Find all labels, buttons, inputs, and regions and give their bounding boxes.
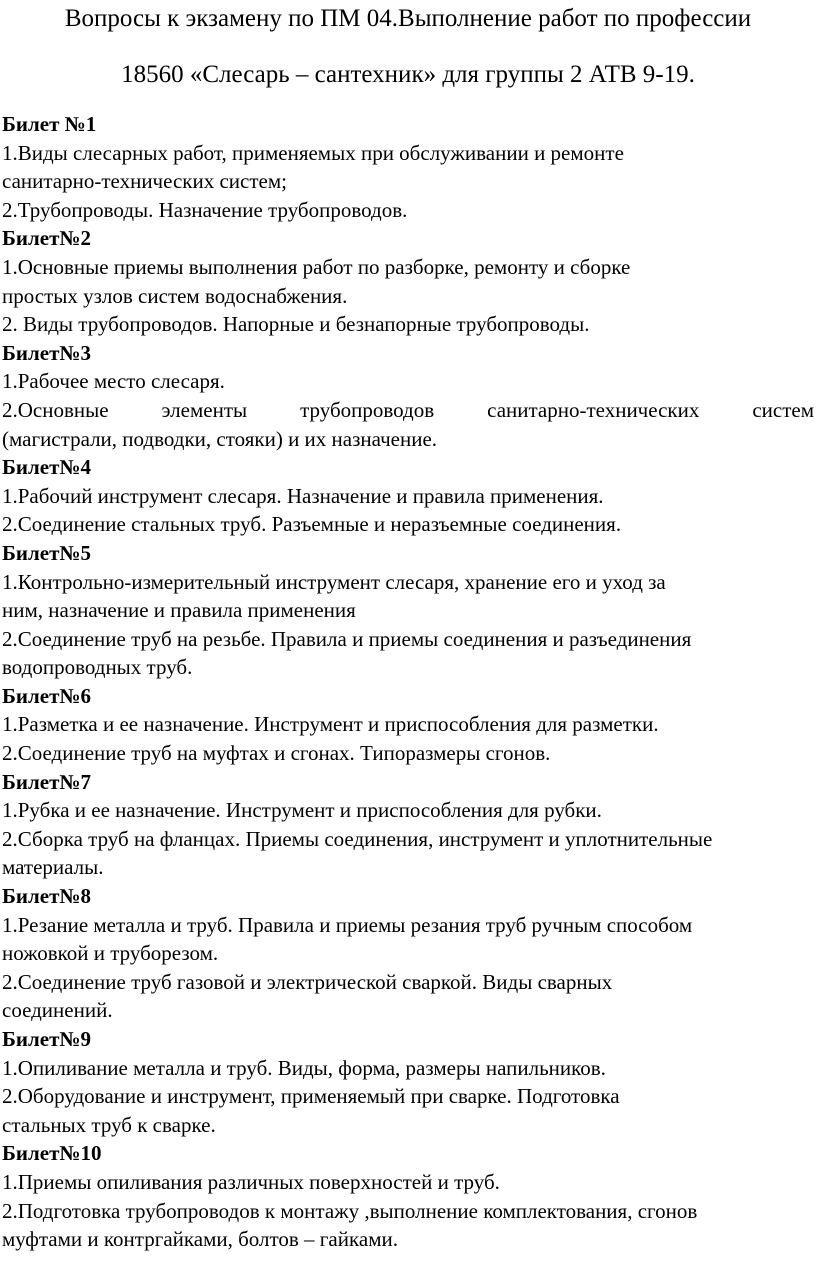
ticket-question-line: стальных труб к сварке. xyxy=(2,1112,216,1137)
ticket-question-line: 2.Оборудование и инструмент, применяемый при сварке. Подготовка xyxy=(2,1084,620,1109)
ticket-question-line: ним, назначение и правила применения xyxy=(2,598,356,623)
document-title-line-2: 18560 «Слесарь – сантехник» для группы 2 АТВ 9-19. xyxy=(121,61,695,88)
ticket-question-line: 2.Подготовка трубопроводов к монтажу ,выполнение комплектования, сгонов xyxy=(2,1198,698,1223)
ticket-question-line: 2.Соединение труб газовой и электрической сваркой. Виды сварных xyxy=(2,969,613,994)
ticket-question-line: 2. Виды трубопроводов. Напорные и безнапорные трубопроводы. xyxy=(2,312,590,337)
ticket-question-line: 2.Основные элементы трубопроводов санитарно-технических систем xyxy=(2,397,814,422)
ticket-block xyxy=(2,339,814,453)
ticket-question-line: простых узлов систем водоснабжения. xyxy=(2,283,348,308)
ticket-question-line: 1.Контрольно-измерительный инструмент слесаря, хранение его и уход за xyxy=(2,569,666,594)
ticket-question-line: водопроводных труб. xyxy=(2,655,193,680)
ticket-question-line: 1.Опиливание металла и труб. Виды, форма, размеры напильников. xyxy=(2,1055,606,1080)
ticket-question-line: 1.Резание металла и труб. Правила и приемы резания труб ручным способом xyxy=(2,912,693,937)
ticket-heading: Билет№8 xyxy=(2,884,92,909)
ticket-block xyxy=(2,110,814,224)
ticket-heading: Билет №1 xyxy=(2,112,97,136)
ticket-block xyxy=(2,768,814,882)
ticket-heading: Билет№2 xyxy=(2,226,92,251)
ticket-question-line: ножовкой и труборезом. xyxy=(2,941,219,966)
ticket-heading: Билет№9 xyxy=(2,1027,92,1051)
ticket-question-line: санитарно-технических систем; xyxy=(2,169,287,194)
ticket-question-line: 1.Рабочее место слесаря. xyxy=(2,369,225,394)
ticket-question-line: соединений. xyxy=(2,998,113,1023)
ticket-block xyxy=(2,224,814,338)
ticket-block xyxy=(2,1139,814,1253)
ticket-heading: Билет№4 xyxy=(2,455,92,480)
ticket-question-line: 2.Соединение труб на резьбе. Правила и приемы соединения и разъединения xyxy=(2,626,692,651)
ticket-question-line: 1.Приемы опиливания различных поверхностей и труб. xyxy=(2,1169,500,1194)
ticket-question-line: материалы. xyxy=(2,855,104,880)
ticket-question-line: 1.Разметка и ее назначение. Инструмент и приспособления для разметки. xyxy=(2,712,659,737)
ticket-heading: Билет№7 xyxy=(2,769,92,794)
ticket-block xyxy=(2,1025,814,1139)
ticket-heading: Билет№5 xyxy=(2,540,92,565)
ticket-heading: Билет№10 xyxy=(2,1141,102,1166)
ticket-heading: Билет№6 xyxy=(2,683,92,708)
ticket-question-line: 2.Трубопроводы. Назначение трубопроводов. xyxy=(2,197,408,222)
ticket-block xyxy=(2,882,814,1025)
ticket-question-line: (магистрали, подводки, стояки) и их назначение. xyxy=(2,426,438,451)
ticket-list xyxy=(2,110,814,1254)
ticket-heading: Билет№3 xyxy=(2,340,92,365)
document-title-line-1: Вопросы к экзамену по ПМ 04.Выполнение работ по профессии xyxy=(64,5,752,32)
ticket-question-line: 1.Основные приемы выполнения работ по разборке, ремонту и сборке xyxy=(2,254,631,279)
ticket-question-line: 1.Рубка и ее назначение. Инструмент и приспособления для рубки. xyxy=(2,798,602,823)
ticket-question-line: 1.Рабочий инструмент слесаря. Назначение и правила применения. xyxy=(2,483,604,508)
ticket-question-line: 2.Сборка труб на фланцах. Приемы соединения, инструмент и уплотнительные xyxy=(2,826,713,851)
ticket-question-line: 2.Соединение труб на муфтах и сгонах. Типоразмеры сгонов. xyxy=(2,741,551,766)
ticket-block xyxy=(2,682,814,768)
ticket-question-line: 2.Соединение стальных труб. Разъемные и неразъемные соединения. xyxy=(2,512,622,537)
ticket-block xyxy=(2,539,814,682)
ticket-block xyxy=(2,453,814,539)
ticket-question-line: муфтами и контргайками, болтов – гайками. xyxy=(2,1227,398,1252)
ticket-question-line: 1.Виды слесарных работ, применяемых при обслуживании и ремонте xyxy=(2,140,624,165)
